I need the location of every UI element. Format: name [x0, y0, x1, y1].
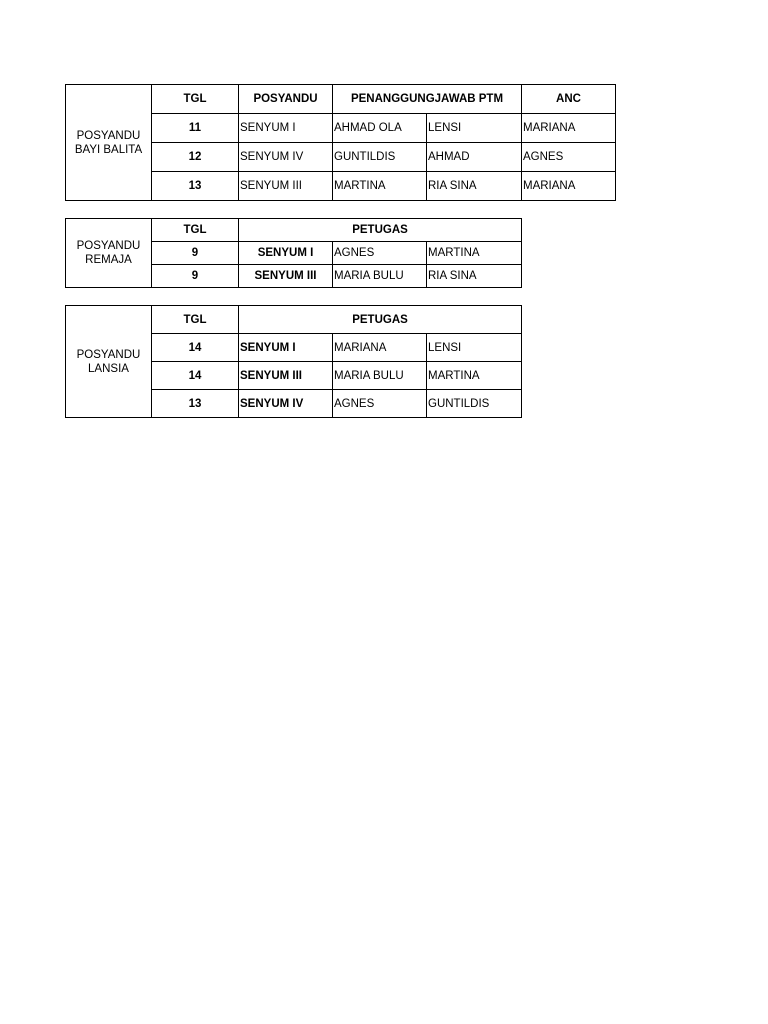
posyandu-cell: SENYUM I	[239, 242, 333, 265]
remaja-table	[65, 218, 522, 288]
tgl-cell: 14	[152, 362, 239, 390]
anc-cell: MARIANA	[522, 114, 616, 143]
tgl-cell: 12	[152, 143, 239, 172]
posyandu-cell: SENYUM IV	[239, 143, 333, 172]
petugas-cell: MARTINA	[427, 242, 522, 265]
tgl-cell: 14	[152, 334, 239, 362]
tgl-cell: 13	[152, 172, 239, 201]
posyandu-cell: SENYUM III	[239, 362, 333, 390]
petugas-cell: GUNTILDIS	[427, 390, 522, 418]
anc-cell: AGNES	[522, 143, 616, 172]
lansia-table	[65, 305, 522, 418]
petugas-cell: MARTINA	[427, 362, 522, 390]
header-tgl: TGL	[152, 85, 239, 114]
group-label-bayi-balita: POSYANDU BAYI BALITA	[66, 85, 152, 201]
posyandu-cell: SENYUM IV	[239, 390, 333, 418]
posyandu-cell: SENYUM III	[239, 265, 333, 288]
petugas-cell: LENSI	[427, 334, 522, 362]
table-header-row	[66, 306, 522, 334]
tgl-cell: 13	[152, 390, 239, 418]
petugas-cell: AGNES	[333, 242, 427, 265]
petugas-cell: RIA SINA	[427, 265, 522, 288]
petugas-cell: AGNES	[333, 390, 427, 418]
ptm-cell: RIA SINA	[427, 172, 522, 201]
header-tgl: TGL	[152, 219, 239, 242]
header-posyandu: POSYANDU	[239, 85, 333, 114]
petugas-cell: MARIA BULU	[333, 265, 427, 288]
posyandu-cell: SENYUM III	[239, 172, 333, 201]
tgl-cell: 11	[152, 114, 239, 143]
ptm-cell: GUNTILDIS	[333, 143, 427, 172]
header-petugas: PETUGAS	[239, 219, 522, 242]
petugas-cell: MARIANA	[333, 334, 427, 362]
header-anc: ANC	[522, 85, 616, 114]
table-header-row	[66, 85, 616, 114]
bayi-balita-table	[65, 84, 616, 201]
tgl-cell: 9	[152, 242, 239, 265]
ptm-cell: MARTINA	[333, 172, 427, 201]
header-penanggungjawab-ptm: PENANGGUNGJAWAB PTM	[333, 85, 522, 114]
posyandu-cell: SENYUM I	[239, 114, 333, 143]
ptm-cell: AHMAD OLA	[333, 114, 427, 143]
ptm-cell: AHMAD	[427, 143, 522, 172]
posyandu-cell: SENYUM I	[239, 334, 333, 362]
group-label-remaja: POSYANDU REMAJA	[66, 219, 152, 288]
anc-cell: MARIANA	[522, 172, 616, 201]
group-label-lansia: POSYANDU LANSIA	[66, 306, 152, 418]
ptm-cell: LENSI	[427, 114, 522, 143]
tgl-cell: 9	[152, 265, 239, 288]
header-petugas: PETUGAS	[239, 306, 522, 334]
table-header-row	[66, 219, 522, 242]
header-tgl: TGL	[152, 306, 239, 334]
petugas-cell: MARIA BULU	[333, 362, 427, 390]
